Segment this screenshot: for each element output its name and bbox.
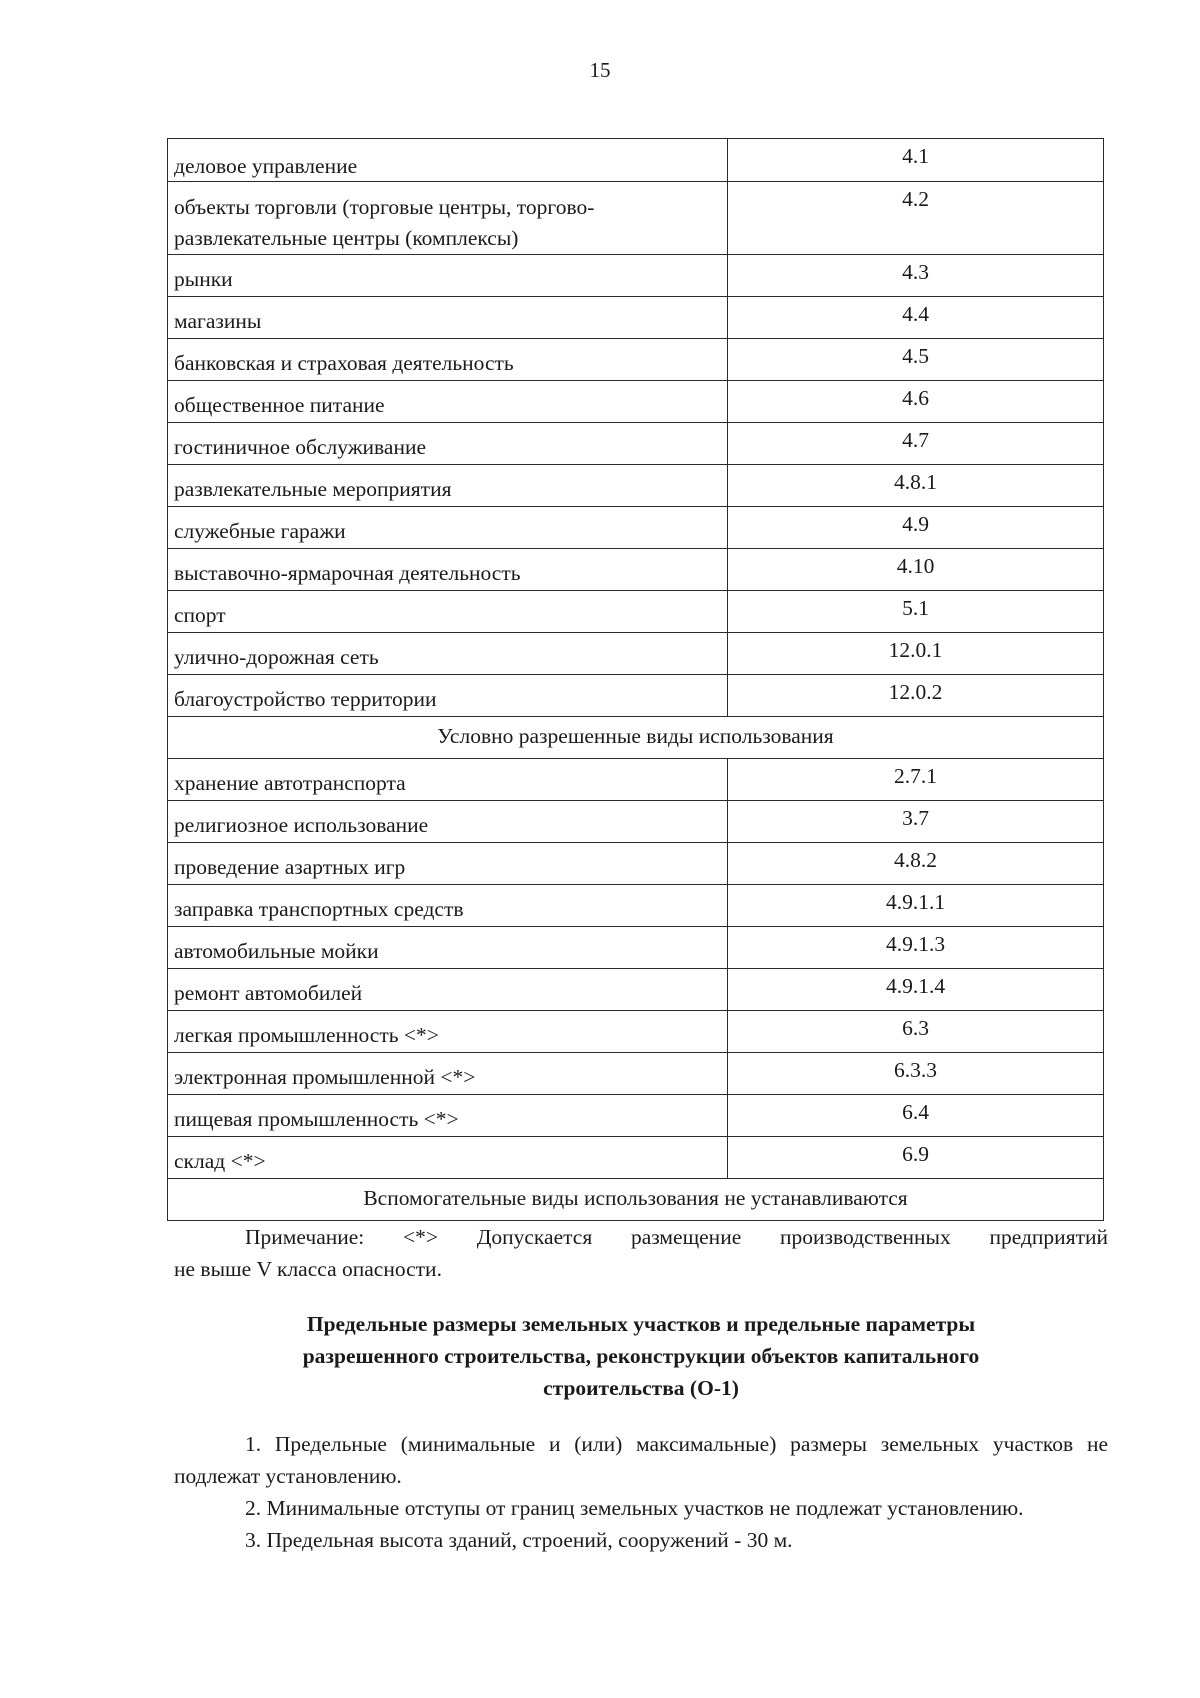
use-code: 4.1 xyxy=(728,139,1104,182)
page-number: 15 xyxy=(589,58,611,82)
table-row xyxy=(168,1011,1104,1053)
use-code: 4.4 xyxy=(728,297,1104,339)
use-code: 3.7 xyxy=(728,801,1104,843)
use-code: 4.9.1.3 xyxy=(728,927,1104,969)
body-paragraphs xyxy=(174,1428,1108,1556)
table-section-row xyxy=(168,717,1104,759)
use-name: служебные гаражи xyxy=(168,507,728,549)
table-section-row xyxy=(168,1179,1104,1221)
table-row xyxy=(168,927,1104,969)
use-code: 6.9 xyxy=(728,1137,1104,1179)
table-row xyxy=(168,1095,1104,1137)
use-name: электронная промышленной <*> xyxy=(168,1053,728,1095)
table-row xyxy=(168,885,1104,927)
use-name: автомобильные мойки xyxy=(168,927,728,969)
use-name: хранение автотранспорта xyxy=(168,759,728,801)
table-note xyxy=(174,1221,1108,1285)
note-line-1: Примечание: <*> Допускается размещение производственных предприятий xyxy=(245,1225,1108,1249)
use-code: 4.5 xyxy=(728,339,1104,381)
land-use-table xyxy=(167,138,1104,1221)
use-code: 4.6 xyxy=(728,381,1104,423)
use-name: заправка транспортных средств xyxy=(168,885,728,927)
note-line-2: не выше V класса опасности. xyxy=(174,1257,442,1281)
use-name: общественное питание xyxy=(168,381,728,423)
use-name: улично-дорожная сеть xyxy=(168,633,728,675)
table-row xyxy=(168,1053,1104,1095)
use-code: 4.9.1.1 xyxy=(728,885,1104,927)
section-auxiliary-uses: Вспомогательные виды использования не устанавливаются xyxy=(168,1179,1104,1221)
use-name: выставочно-ярмарочная деятельность xyxy=(168,549,728,591)
use-name: рынки xyxy=(168,255,728,297)
use-name: легкая промышленность <*> xyxy=(168,1011,728,1053)
use-name: магазины xyxy=(168,297,728,339)
heading-line-2: разрешенного строительства, реконструкции объектов капитального xyxy=(302,1344,980,1368)
use-name: объекты торговли (торговые центры, торгово-развлекательные центры (комплексы) xyxy=(168,182,728,255)
use-name: банковская и страховая деятельность xyxy=(168,339,728,381)
use-name: деловое управление xyxy=(168,139,728,182)
use-name: ремонт автомобилей xyxy=(168,969,728,1011)
use-code: 4.2 xyxy=(728,182,1104,255)
table-row xyxy=(168,297,1104,339)
use-code: 4.8.1 xyxy=(728,465,1104,507)
use-name: благоустройство территории xyxy=(168,675,728,717)
use-code: 6.3 xyxy=(728,1011,1104,1053)
table-row xyxy=(168,969,1104,1011)
table-row xyxy=(168,633,1104,675)
use-code: 4.8.2 xyxy=(728,843,1104,885)
use-code: 12.0.2 xyxy=(728,675,1104,717)
table-row xyxy=(168,507,1104,549)
use-code: 5.1 xyxy=(728,591,1104,633)
use-name: проведение азартных игр xyxy=(168,843,728,885)
use-code: 2.7.1 xyxy=(728,759,1104,801)
table-row xyxy=(168,139,1104,182)
table-row xyxy=(168,801,1104,843)
use-code: 6.3.3 xyxy=(728,1053,1104,1095)
use-code: 12.0.1 xyxy=(728,633,1104,675)
table-row xyxy=(168,549,1104,591)
table-row xyxy=(168,759,1104,801)
use-name: развлекательные мероприятия xyxy=(168,465,728,507)
paragraph-2: 2. Минимальные отступы от границ земельных участков не подлежат установлению. xyxy=(245,1496,1024,1520)
use-code: 6.4 xyxy=(728,1095,1104,1137)
use-name: гостиничное обслуживание xyxy=(168,423,728,465)
section-heading xyxy=(174,1308,1108,1404)
use-code: 4.9.1.4 xyxy=(728,969,1104,1011)
table-row xyxy=(168,843,1104,885)
section-conditional-uses: Условно разрешенные виды использования xyxy=(168,717,1104,759)
paragraph-3: 3. Предельная высота зданий, строений, сооружений - 30 м. xyxy=(245,1528,793,1552)
table-row xyxy=(168,1137,1104,1179)
use-code: 4.3 xyxy=(728,255,1104,297)
table-row xyxy=(168,465,1104,507)
use-name: религиозное использование xyxy=(168,801,728,843)
table-row xyxy=(168,591,1104,633)
use-name: спорт xyxy=(168,591,728,633)
table-row xyxy=(168,675,1104,717)
use-name: склад <*> xyxy=(168,1137,728,1179)
table-row xyxy=(168,182,1104,255)
paragraph-1: 1. Предельные (минимальные и (или) максимальные) размеры земельных участков не подлежат установлению. xyxy=(174,1432,1108,1488)
heading-line-1: Предельные размеры земельных участков и предельные параметры xyxy=(306,1312,976,1336)
table-row xyxy=(168,255,1104,297)
table-row xyxy=(168,339,1104,381)
heading-line-3: строительства (О-1) xyxy=(543,1376,739,1400)
use-name: пищевая промышленность <*> xyxy=(168,1095,728,1137)
use-code: 4.10 xyxy=(728,549,1104,591)
table-row xyxy=(168,423,1104,465)
use-code: 4.7 xyxy=(728,423,1104,465)
table-row xyxy=(168,381,1104,423)
use-code: 4.9 xyxy=(728,507,1104,549)
